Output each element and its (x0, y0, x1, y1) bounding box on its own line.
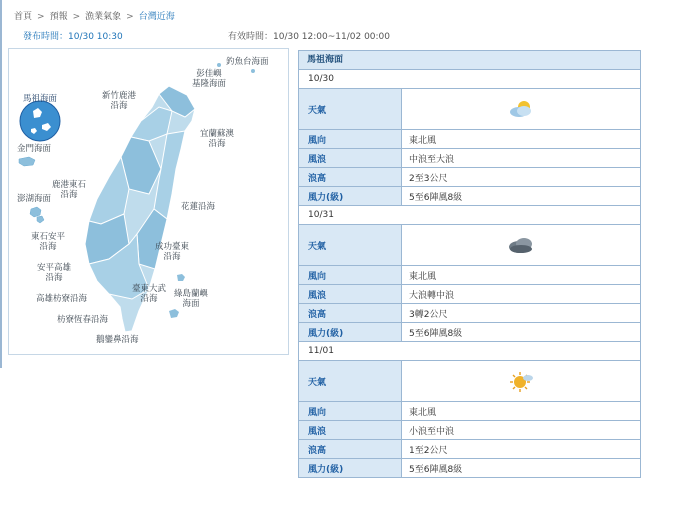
row-value: 5至6陣風8級 (409, 192, 463, 203)
map-label-yilan[interactable]: 宜蘭蘇澳 沿海 (200, 129, 235, 149)
breadcrumb-separator: > (72, 12, 81, 22)
map-label-fangliao[interactable]: 枋寮恆春沿海 (57, 315, 109, 325)
forecast-panel (298, 50, 641, 478)
valid-time: 有效時間：10/30 12:00~11/02 00:00 (228, 32, 391, 42)
map-region-lanyu (169, 309, 179, 318)
row-label: 風浪 (299, 285, 402, 303)
wind-direction-row (299, 130, 640, 149)
weather-value (402, 89, 640, 129)
issue-time: 發布時間：10/30 10:30 (23, 32, 123, 42)
map-label-diaoyu[interactable]: 釣魚台海面 (226, 57, 269, 67)
row-label: 浪高 (299, 304, 402, 322)
row-label: 風力(級) (299, 187, 402, 205)
row-label: 風向 (299, 402, 402, 420)
row-label: 浪高 (299, 168, 402, 186)
map-label-dongshi[interactable]: 東石安平 沿海 (31, 232, 66, 252)
map-label-mazu[interactable]: 馬祖海面 (23, 94, 58, 104)
row-label: 風向 (299, 130, 402, 148)
panel-title: 馬祖海面 (299, 51, 640, 70)
forecast-date: 10/31 (299, 206, 640, 225)
wind-force-row (299, 323, 640, 341)
map-label-hsinchu[interactable]: 新竹鹿港 沿海 (102, 91, 137, 111)
wave-height-row (299, 440, 640, 459)
weather-label: 天氣 (299, 361, 402, 401)
map-label-chenggong[interactable]: 成功臺東 沿海 (155, 242, 190, 262)
weather-row (299, 361, 640, 402)
breadcrumb-separator: > (126, 12, 134, 22)
map-label-hualien[interactable]: 花蓮沿海 (181, 202, 216, 212)
weather-row (299, 89, 640, 130)
cloudy-icon (506, 235, 536, 255)
row-value: 東北風 (409, 407, 437, 418)
row-value: 1至2公尺 (409, 445, 448, 456)
forecast-date: 11/01 (299, 342, 640, 361)
left-edge-line (0, 0, 2, 368)
row-value: 5至6陣風8級 (409, 464, 463, 475)
weather-value (402, 361, 640, 401)
map-region-penghu (30, 207, 44, 223)
wind-direction-row (299, 402, 640, 421)
wave-row (299, 149, 640, 168)
weather-row (299, 225, 640, 266)
weather-label: 天氣 (299, 89, 402, 129)
weather-label: 天氣 (299, 225, 402, 265)
wind-direction-row (299, 266, 640, 285)
row-value: 東北風 (409, 271, 437, 282)
row-value: 2至3公尺 (409, 173, 448, 184)
wind-force-row (299, 459, 640, 477)
row-value: 小浪至中浪 (409, 426, 455, 437)
sunny-cloudy-icon (508, 370, 534, 392)
map-label-eluan[interactable]: 鵝鑾鼻沿海 (96, 335, 139, 345)
map-region-ludao (177, 274, 185, 281)
map-label-penghu[interactable]: 澎湖海面 (17, 194, 52, 204)
breadcrumb-separator: > (37, 12, 45, 22)
map-label-anping[interactable]: 安平高雄 沿海 (37, 263, 72, 283)
breadcrumb-taiwan-coastal: 台灣近海 (138, 12, 175, 22)
wave-height-row (299, 168, 640, 187)
breadcrumb (14, 9, 175, 22)
wave-height-row (299, 304, 640, 323)
breadcrumb-fishery-weather[interactable]: 漁業氣象 (85, 12, 122, 22)
breadcrumb-home[interactable]: 首頁 (14, 12, 33, 22)
map-label-pengjia[interactable]: 彭佳嶼 基隆海面 (192, 69, 227, 89)
row-value: 東北風 (409, 135, 437, 146)
map-label-kaohsiung[interactable]: 高雄枋寮沿海 (36, 294, 88, 304)
row-label: 風力(級) (299, 323, 402, 341)
wave-row (299, 285, 640, 304)
row-value: 中浪至大浪 (409, 154, 455, 165)
map-label-kinmen[interactable]: 金門海面 (17, 144, 52, 154)
row-value: 3轉2公尺 (409, 309, 448, 320)
row-label: 風力(級) (299, 459, 402, 477)
map-label-lanyu[interactable]: 綠島蘭嶼 海面 (174, 289, 209, 309)
row-value: 大浪轉中浪 (409, 290, 455, 301)
row-label: 風浪 (299, 421, 402, 439)
row-label: 風浪 (299, 149, 402, 167)
row-value: 5至6陣風8級 (409, 328, 463, 339)
map-label-lugang[interactable]: 鹿港東石 沿海 (52, 180, 87, 200)
forecast-day (299, 341, 640, 477)
map-region-kinmen (19, 157, 35, 166)
wave-row (299, 421, 640, 440)
taiwan-coastal-map (8, 48, 289, 355)
row-label: 風向 (299, 266, 402, 284)
wind-force-row (299, 187, 640, 205)
breadcrumb-forecast[interactable]: 預報 (49, 12, 68, 22)
partly-cloudy-icon (507, 99, 535, 119)
forecast-day (299, 70, 640, 205)
map-label-taitung[interactable]: 臺東大武 沿海 (132, 284, 167, 304)
row-label: 浪高 (299, 440, 402, 458)
map-region-mazu (20, 101, 60, 141)
weather-value (402, 225, 640, 265)
forecast-date: 10/30 (299, 70, 640, 89)
forecast-day (299, 205, 640, 341)
